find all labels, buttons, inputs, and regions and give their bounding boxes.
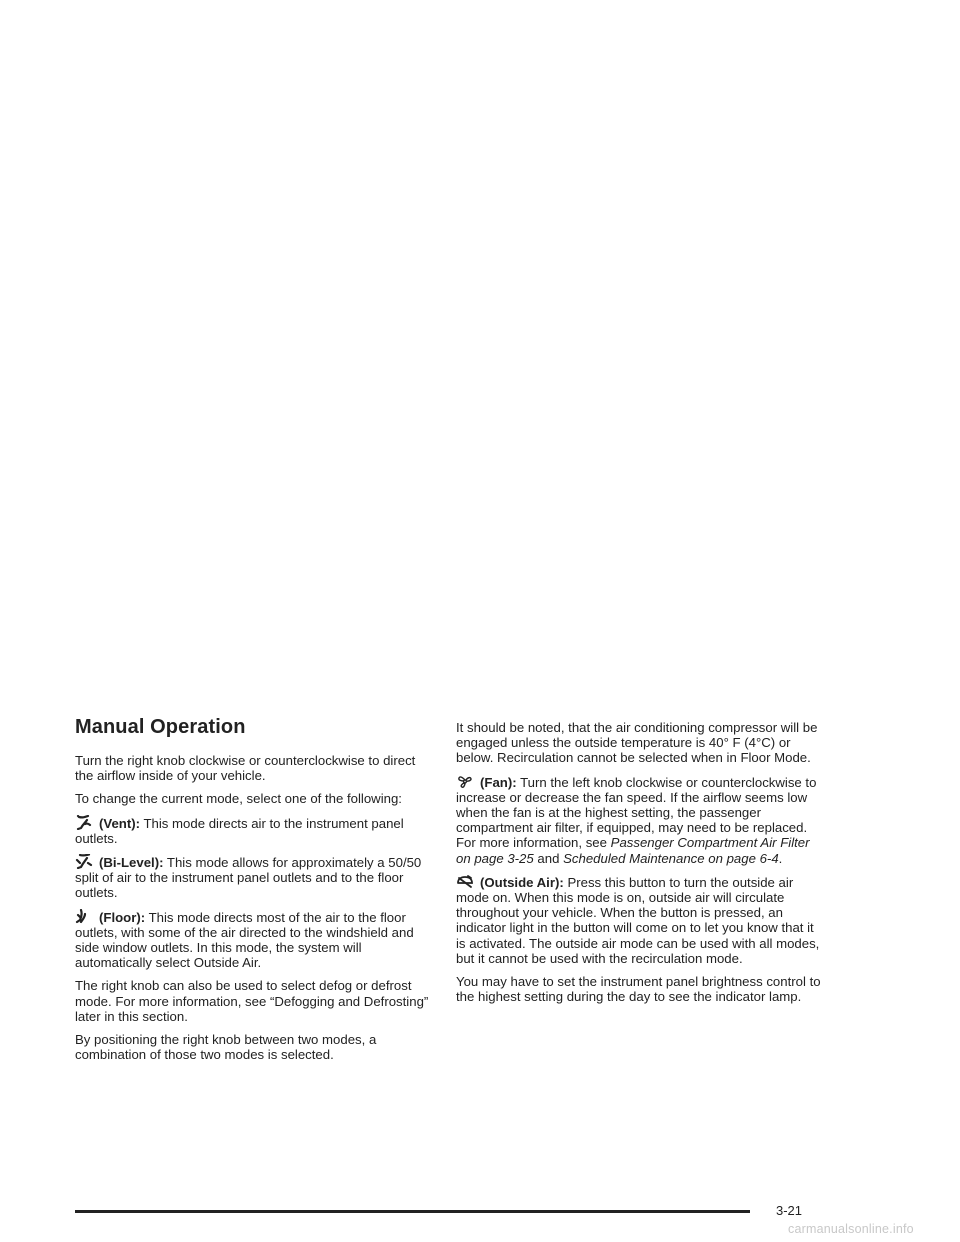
bilevel-label: (Bi-Level): bbox=[99, 855, 164, 871]
bilevel-paragraph bbox=[75, 854, 435, 901]
floor-text: This mode directs most of the air to the floor outlets, with some of the air directed to the windshield and side window outlets. In this mode, the system will automatically select Outside Air. bbox=[75, 909, 414, 971]
fan-paragraph bbox=[456, 774, 826, 866]
floor-mode-icon bbox=[75, 909, 93, 924]
fan-text: Turn the left knob clockwise or counterclockwise to increase or decrease the fan speed. If the airflow seems low when the fan is at the highest setting, the passenger compartment air filter, if equipped, may need to be replaced. For more information, see bbox=[456, 774, 817, 851]
air-filter-reference: Passenger Compartment Air Filter on page 3-25 bbox=[456, 835, 810, 866]
vent-label: (Vent): bbox=[99, 815, 141, 831]
vent-text: This mode directs air to the instrument panel outlets. bbox=[75, 815, 404, 846]
watermark: carmanualsonline.info bbox=[788, 1222, 914, 1236]
section-heading: Manual Operation bbox=[75, 716, 246, 738]
fan-and: and bbox=[537, 850, 560, 866]
fan-end: . bbox=[778, 850, 783, 866]
fan-icon bbox=[456, 774, 474, 789]
bilevel-text: This mode allows for approximately a 50/50 split of air to the instrument panel outlets and to the floor outlets. bbox=[75, 855, 422, 901]
combination-paragraph: By positioning the right knob between two modes, a combination of those two modes is selected. bbox=[75, 1032, 377, 1063]
compressor-paragraph: It should be noted, that the air conditioning compressor will be engaged unless the outside temperature is 40° F (4°C) or below. Recirculation cannot be selected when in Floor Mode. bbox=[456, 720, 818, 766]
outside-air-paragraph bbox=[456, 874, 826, 966]
outside-air-label: (Outside Air): bbox=[480, 874, 564, 890]
bilevel-mode-icon bbox=[75, 854, 93, 869]
footer-rule bbox=[75, 1210, 750, 1213]
outside-air-icon bbox=[456, 874, 474, 889]
outside-air-text: Press this button to turn the outside air mode on. When this mode is on, outside air will circulate throughout your vehicle. When the button is pressed, an indicator light in the button will come on to let you know that it is activated. The outside air mode can be used with all modes, but it cannot be used with the recirculation mode. bbox=[456, 874, 820, 966]
fan-label: (Fan): bbox=[480, 774, 517, 790]
change-mode-paragraph: To change the current mode, select one of the following: bbox=[75, 791, 402, 807]
intro-paragraph: Turn the right knob clockwise or counterclockwise to direct the airflow inside of your vehicle. bbox=[75, 753, 416, 784]
right-column bbox=[456, 720, 826, 1012]
page-number: 3-21 bbox=[776, 1203, 803, 1218]
defog-paragraph: The right knob can also be used to select defog or defrost mode. For more information, see “Defogging and Defrosting” later in this section. bbox=[75, 978, 429, 1024]
floor-label: (Floor): bbox=[99, 909, 146, 925]
floor-paragraph bbox=[75, 909, 435, 971]
maintenance-reference: Scheduled Maintenance on page 6-4 bbox=[563, 850, 779, 866]
vent-mode-icon bbox=[75, 815, 93, 830]
left-column bbox=[75, 716, 435, 1070]
vent-paragraph bbox=[75, 815, 435, 846]
brightness-paragraph: You may have to set the instrument panel brightness control to the highest setting during the day to see the indicator lamp. bbox=[456, 974, 821, 1005]
